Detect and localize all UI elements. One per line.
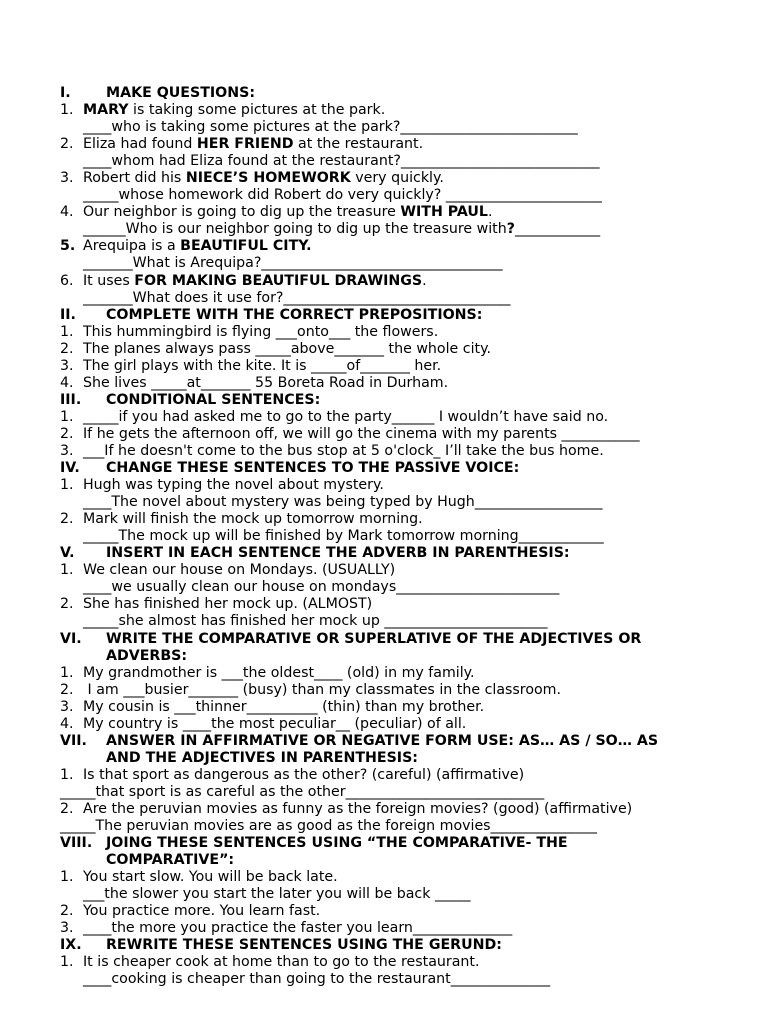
text-run: ____the more you practice the faster you learn______________: [83, 920, 513, 937]
exercise-item: [0, 801, 768, 818]
text-run: .: [487, 204, 493, 221]
item-number: 1.: [60, 664, 74, 681]
answer-text: ____we usually clean our house on mondays_______________________: [83, 579, 560, 596]
section-numeral: IV.: [60, 460, 80, 477]
section-heading-continued: [0, 750, 768, 767]
item-number: 5.: [60, 238, 76, 255]
bold-text: BEAUTIFUL CITY.: [180, 238, 312, 255]
item-text: [83, 426, 640, 443]
section-heading: [0, 85, 768, 102]
item-text: [83, 869, 338, 886]
text-run: Mark will finish the mock up tomorrow morning.: [83, 511, 423, 528]
exercise-item: [0, 136, 768, 153]
exercise-item: [0, 273, 768, 290]
exercise-item: [0, 920, 768, 937]
answer-text: _____The peruvian movies are as good as the foreign movies_______________: [60, 818, 597, 835]
item-number: 2.: [60, 681, 74, 698]
section-title: COMPLETE WITH THE CORRECT PREPOSITIONS:: [106, 306, 483, 323]
item-text: [83, 665, 475, 682]
answer-line: [0, 579, 768, 596]
item-number: 2.: [60, 800, 74, 817]
answer-line: [0, 613, 768, 630]
answer-line: [0, 255, 768, 272]
text-run: very quickly.: [350, 170, 444, 187]
exercise-item: [0, 699, 768, 716]
exercise-item: [0, 102, 768, 119]
answer-line: [0, 187, 768, 204]
section-heading: [0, 392, 768, 409]
exercise-item: [0, 767, 768, 784]
bold-text: ?: [506, 221, 515, 238]
section-title: JOING THESE SENTENCES USING “THE COMPARATIVE- THE: [106, 835, 568, 852]
item-number: 3.: [60, 698, 74, 715]
item-text: [83, 903, 320, 920]
text-run: is taking some pictures at the park.: [128, 102, 386, 119]
item-number: 2.: [60, 903, 74, 920]
item-number: 1.: [60, 102, 74, 119]
exercise-item: [0, 204, 768, 221]
answer-line: [0, 886, 768, 903]
exercise-item: [0, 358, 768, 375]
answer-line: [0, 494, 768, 511]
answer-text: [83, 221, 600, 238]
exercise-item: [0, 443, 768, 460]
answer-line: [0, 221, 768, 238]
item-text: [83, 954, 480, 971]
text-run: at the restaurant.: [293, 136, 424, 153]
item-text: [83, 511, 423, 528]
item-number: 1.: [60, 477, 74, 494]
text-run: This hummingbird is flying ___onto___ the flowers.: [83, 323, 439, 340]
exercise-item: [0, 511, 768, 528]
item-number: 1.: [60, 954, 74, 971]
section-title: WRITE THE COMPARATIVE OR SUPERLATIVE OF THE ADJECTIVES OR: [106, 630, 642, 647]
bold-text: NIECE’S HOMEWORK: [185, 170, 351, 187]
exercise-item: [0, 903, 768, 920]
text-run: ______Who is our neighbor going to dig up the treasure with: [83, 221, 507, 238]
item-number: 2.: [60, 340, 74, 357]
section-heading: [0, 545, 768, 562]
answer-text: ____whom had Eliza found at the restaurant?____________________________: [83, 153, 600, 170]
text-run: She lives _____at_______ 55 Boreta Road in Durham.: [83, 374, 449, 391]
text-run: It uses: [83, 272, 135, 289]
exercise-item: [0, 477, 768, 494]
item-number: 3.: [60, 170, 74, 187]
text-run: It is cheaper cook at home than to go to the restaurant.: [83, 954, 480, 971]
text-run: You start slow. You will be back late.: [83, 869, 338, 886]
text-run: She has finished her mock up. (ALMOST): [83, 596, 373, 613]
section-title: MAKE QUESTIONS:: [106, 85, 255, 101]
item-text: [83, 136, 423, 153]
item-number: 2.: [60, 136, 74, 153]
text-run: Are the peruvian movies as funny as the foreign movies? (good) (affirmative): [83, 800, 633, 817]
exercise-item: [0, 869, 768, 886]
section-heading: [0, 733, 768, 750]
answer-line: [0, 290, 768, 307]
exercise-item: [0, 341, 768, 358]
answer-text: _______What does it use for?________________________________: [83, 289, 511, 306]
section-title-continued: ADVERBS:: [106, 647, 188, 664]
answer-text: ____who is taking some pictures at the park?_________________________: [83, 119, 578, 136]
item-text: [83, 699, 484, 716]
section-numeral: III.: [60, 391, 82, 408]
item-text: [83, 596, 372, 613]
item-number: 6.: [60, 272, 74, 289]
item-text: [83, 341, 491, 358]
text-run: The planes always pass _____above_______ the whole city.: [83, 340, 491, 357]
item-number: 1.: [60, 869, 74, 886]
exercise-item: [0, 682, 768, 699]
item-text: [83, 920, 512, 937]
exercise-item: [0, 716, 768, 733]
answer-text: ____cooking is cheaper than going to the restaurant______________: [83, 971, 551, 988]
bold-text: HER FRIEND: [196, 136, 294, 153]
section-numeral: IX.: [60, 937, 82, 954]
text-run: Hugh was typing the novel about mystery.: [83, 477, 384, 494]
section-numeral: VII.: [60, 732, 87, 749]
bold-text: FOR MAKING BEAUTIFUL DRAWINGS: [134, 272, 423, 289]
item-number: 4.: [60, 715, 74, 732]
text-run: My country is ____the most peculiar__ (peculiar) of all.: [83, 715, 467, 732]
section-title-continued: COMPARATIVE”:: [106, 852, 235, 869]
section-heading: [0, 631, 768, 648]
section-heading-continued: [0, 852, 768, 869]
exercise-item: [0, 375, 768, 392]
item-number: 3.: [60, 357, 74, 374]
item-number: 3.: [60, 920, 74, 937]
answer-text: _______What is Arequipa?__________________________________: [83, 255, 503, 272]
section-heading-continued: [0, 648, 768, 665]
item-text: [83, 767, 524, 784]
answer-line: [0, 119, 768, 136]
item-number: 3.: [60, 442, 74, 459]
exercise-item: [0, 596, 768, 613]
section-title-continued: AND THE ADJECTIVES IN PARENTHESIS:: [106, 749, 418, 766]
answer-text: _____whose homework did Robert do very quickly? ______________________: [83, 187, 602, 204]
item-number: 1.: [60, 766, 74, 783]
item-text: [83, 477, 384, 494]
text-run: I am ___busier_______ (busy) than my classmates in the classroom.: [83, 681, 562, 698]
item-text: [83, 238, 312, 255]
item-text: [83, 562, 395, 579]
bold-text: MARY: [83, 102, 129, 119]
item-number: 1.: [60, 562, 74, 579]
answer-text: ___the slower you start the later you will be back _____: [83, 886, 471, 903]
text-run: The girl plays with the kite. It is _____of_______ her.: [83, 357, 442, 374]
answer-line: [0, 528, 768, 545]
answer-line: [0, 784, 768, 801]
section-numeral: VI.: [60, 630, 82, 647]
item-text: [83, 102, 385, 119]
section-title: INSERT IN EACH SENTENCE THE ADVERB IN PARENTHESIS:: [106, 545, 570, 562]
text-run: You practice more. You learn fast.: [83, 903, 321, 920]
answer-line: [0, 153, 768, 170]
item-text: [83, 375, 448, 392]
text-run: If he gets the afternoon off, we will go the cinema with my parents ___________: [83, 425, 640, 442]
item-text: [83, 682, 561, 699]
item-text: [83, 273, 427, 290]
exercise-item: [0, 170, 768, 187]
item-number: 1.: [60, 408, 74, 425]
exercise-item: [0, 324, 768, 341]
section-title: CHANGE THESE SENTENCES TO THE PASSIVE VOICE:: [106, 460, 520, 477]
text-run: _____if you had asked me to go to the party______ I wouldn’t have said no.: [83, 408, 609, 425]
exercise-item: [0, 954, 768, 971]
item-number: 2.: [60, 511, 74, 528]
item-text: [83, 409, 608, 426]
item-text: [83, 443, 604, 460]
exercise-item: [0, 665, 768, 682]
section-numeral: II.: [60, 306, 76, 323]
text-run: ___If he doesn't come to the bus stop at 5 o'clock_ I’ll take the bus home.: [83, 442, 604, 459]
text-run: Arequipa is a: [83, 238, 181, 255]
exercise-item: [0, 238, 768, 255]
answer-text: _____she almost has finished her mock up _______________________: [83, 613, 548, 630]
exercise-item: [0, 409, 768, 426]
text-run: .: [422, 272, 427, 289]
answer-line: [0, 818, 768, 835]
section-numeral: VIII.: [60, 835, 93, 852]
section-numeral: I.: [60, 85, 71, 101]
item-number: 2.: [60, 425, 74, 442]
item-number: 4.: [60, 374, 74, 391]
section-heading: [0, 835, 768, 852]
text-run: We clean our house on Mondays. (USUALLY): [83, 562, 396, 579]
item-text: [83, 716, 466, 733]
exercise-item: [0, 562, 768, 579]
section-title: ANSWER IN AFFIRMATIVE OR NEGATIVE FORM USE: AS… AS / SO… AS: [106, 732, 659, 749]
text-run: My grandmother is ___the oldest____ (old) in my family.: [83, 664, 475, 681]
text-run: Our neighbor is going to dig up the treasure: [83, 204, 401, 221]
bold-text: WITH PAUL: [400, 204, 488, 221]
item-text: [83, 801, 632, 818]
section-heading: [0, 307, 768, 324]
text-run: Eliza had found: [83, 136, 197, 153]
item-text: [83, 324, 438, 341]
item-text: [83, 358, 441, 375]
answer-line: [0, 971, 768, 988]
text-run: Is that sport as dangerous as the other? (careful) (affirmative): [83, 766, 525, 783]
item-text: [83, 170, 444, 187]
text-run: Robert did his: [83, 170, 186, 187]
section-numeral: V.: [60, 545, 75, 562]
item-number: 1.: [60, 323, 74, 340]
section-title: REWRITE THESE SENTENCES USING THE GERUND:: [106, 937, 502, 954]
section-title: CONDITIONAL SENTENCES:: [106, 391, 321, 408]
answer-text: _____The mock up will be finished by Mark tomorrow morning____________: [83, 528, 604, 545]
text-run: ____________: [514, 221, 601, 238]
section-heading: [0, 460, 768, 477]
answer-text: _____that sport is as careful as the other____________________________: [60, 783, 545, 800]
item-number: 2.: [60, 596, 74, 613]
text-run: My cousin is ___thinner__________ (thin) than my brother.: [83, 698, 485, 715]
answer-text: ____The novel about mystery was being typed by Hugh__________________: [83, 494, 603, 511]
exercise-item: [0, 426, 768, 443]
section-heading: [0, 937, 768, 954]
item-number: 4.: [60, 204, 74, 221]
item-text: [83, 204, 492, 221]
